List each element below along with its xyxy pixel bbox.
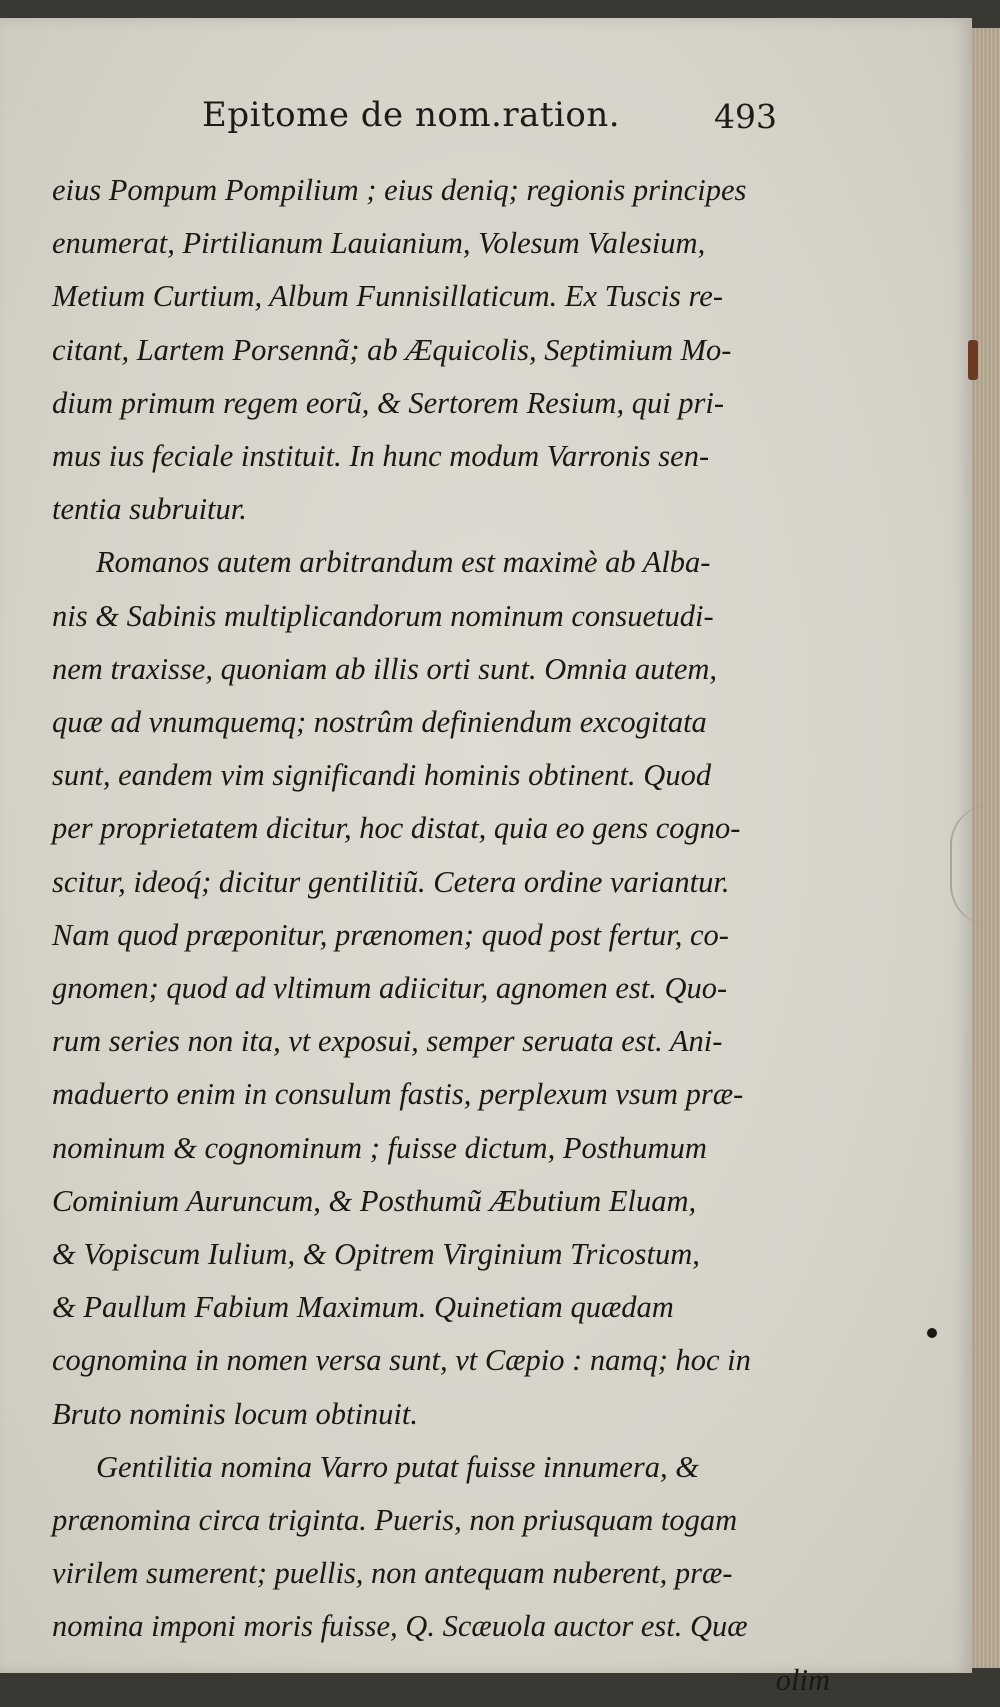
text-line: & Paullum Fabium Maximum. Quinetiam quædam xyxy=(52,1290,674,1325)
text-line: Cominium Auruncum, & Posthumũ Æbutium Eluam, xyxy=(52,1183,697,1218)
running-head xyxy=(0,95,972,145)
text-line: Gentilitia nomina Varro putat fuisse innumera, & xyxy=(96,1449,699,1484)
text-line: citant, Lartem Porsennã; ab Æquicolis, Septimium Mo- xyxy=(52,332,732,367)
text-line: nem traxisse, quoniam ab illis orti sunt. Omnia autem, xyxy=(52,651,718,686)
text-line: sunt, eandem vim significandi hominis obtinent. Quod xyxy=(52,758,712,793)
text-line: virilem sumerent; puellis, non antequam nuberent, præ- xyxy=(52,1556,733,1591)
text-block xyxy=(52,164,830,1707)
text-line: gnomen; quod ad vltimum adiicitur, agnomen est. Quo- xyxy=(52,971,728,1006)
text-line: nominum & cognominum ; fuisse dictum, Posthumum xyxy=(52,1130,707,1165)
edge-stain xyxy=(968,340,978,380)
page-number: 493 xyxy=(714,97,777,136)
running-head-title: Epitome de nom.ration. xyxy=(202,95,621,135)
text-line: Bruto nominis locum obtinuit. xyxy=(52,1396,418,1431)
text-line: & Vopiscum Iulium, & Opitrem Virginium Tricostum, xyxy=(52,1237,700,1272)
text-line: scitur, ideoq́; dicitur gentilitiũ. Cetera ordine variantur. xyxy=(52,864,730,899)
text-line: Metium Curtium, Album Funnisillaticum. Ex Tuscis re- xyxy=(52,279,723,314)
text-line: mus ius feciale instituit. In hunc modum Varronis sen- xyxy=(52,439,710,474)
catchword: olim xyxy=(775,1662,830,1697)
text-line: nis & Sabinis multiplicandorum nominum consuetudi- xyxy=(52,598,714,633)
paper-clip-impression xyxy=(950,805,992,925)
text-line: cognomina in nomen versa sunt, vt Cæpio : namq; hoc in xyxy=(52,1343,751,1378)
text-line: enumerat, Pirtilianum Lauianium, Volesum Valesium, xyxy=(52,226,706,261)
text-line: Romanos autem arbitrandum est maximè ab Alba- xyxy=(96,545,711,580)
text-line: prænomina circa triginta. Pueris, non priusquam togam xyxy=(52,1503,738,1538)
text-line: quæ ad vnumquemq; nostrûm definiendum excogitata xyxy=(52,705,707,740)
text-line: tentia subruitur. xyxy=(52,492,247,527)
paragraph-3 xyxy=(52,1441,830,1654)
text-line: maduerto enim in consulum fastis, perplexum vsum præ- xyxy=(52,1077,744,1112)
paragraph-1 xyxy=(52,164,830,536)
text-line: Nam quod præponitur, prænomen; quod post fertur, co- xyxy=(52,917,729,952)
text-line: nomina imponi moris fuisse, Q. Scæuola auctor est. Quæ xyxy=(52,1609,748,1644)
text-line: rum series non ita, vt exposui, semper seruata est. Ani- xyxy=(52,1024,723,1059)
text-line: per proprietatem dicitur, hoc distat, quia eo gens cogno- xyxy=(52,811,741,846)
text-line: dium primum regem eorũ, & Sertorem Resium, qui pri- xyxy=(52,385,725,420)
text-line: eius Pompum Pompilium ; eius deniq; regionis principes xyxy=(52,173,747,207)
paragraph-2 xyxy=(52,536,830,1440)
margin-ink-dot xyxy=(927,1328,937,1338)
